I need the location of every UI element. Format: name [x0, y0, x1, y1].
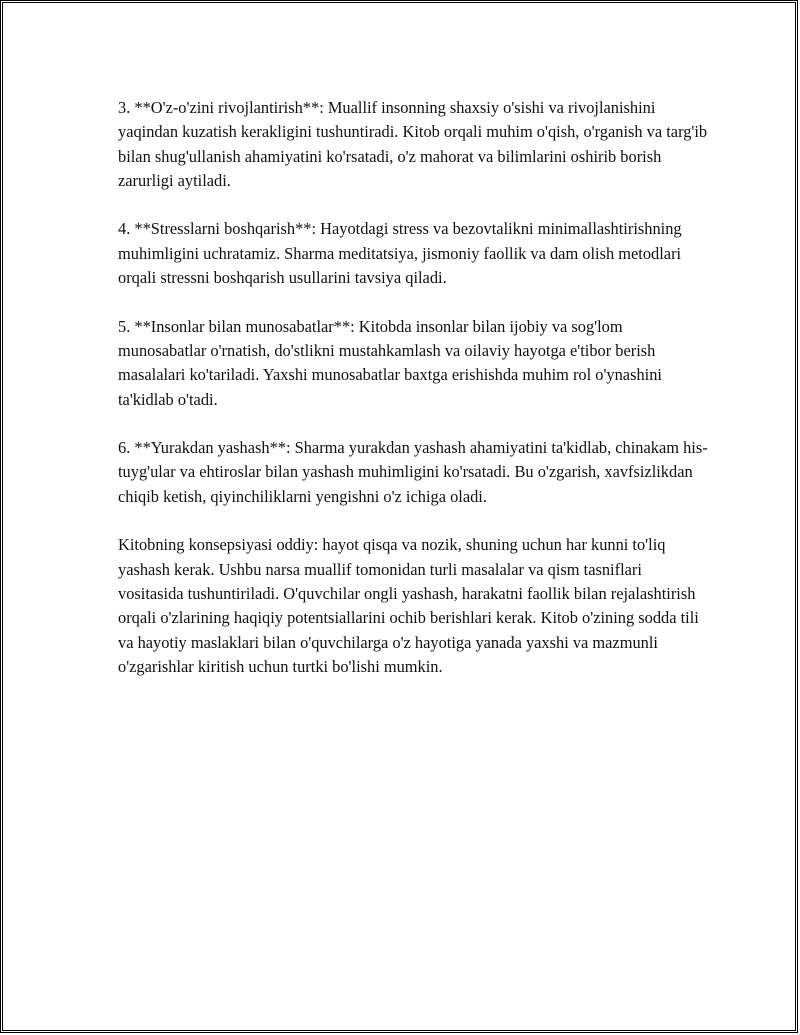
paragraph-relationships: 5. **Insonlar bilan munosabatlar**: Kitobda insonlar bilan ijobiy va sog'lom munosabatlar o'rnatish, do'stlikni mustahkamlash va oilaviy hayotga e'tibor berish masalalari ko'tariladi. Yaxshi munosabatlar baxtga erishishda muhim rol o'ynashini ta'kidlab o'tadi. [118, 316, 662, 409]
paragraph-conclusion: Kitobning konsepsiyasi oddiy: hayot qisqa va nozik, shuning uchun har kunni to'liq yashash kerak. Ushbu narsa muallif tomonidan turli masalalar va qism tasniflari vositasida tushuntiriladi. O'quvchilar ongli yashash, harakatni faollik bilan rejalashtirish orqali o'zlarining haqiqiy potentsiallarini ochib berishlari kerak. Kitob o'zining sodda tili va hayotiy maslaklari bilan o'quvchilarga o'z hayotiga yanada yaxshi va mazmunli o'zgarishlar kiritish uchun turtki bo'lishi mumkin. [118, 535, 699, 676]
document-body [118, 96, 708, 703]
paragraph-stress-management: 4. **Stresslarni boshqarish**: Hayotdagi stress va bezovtalikni minimallashtirishning muhimligini uchratamiz. Sharma meditatsiya, jismoniy faollik va dam olish metodlari orqali stressni boshqarish usullarini tavsiya qiladi. [118, 219, 682, 288]
document-page [2, 2, 796, 1031]
paragraph-living-from-heart: 6. **Yurakdan yashash**: Sharma yurakdan yashash ahamiyatini ta'kidlab, chinakam his-tuyg'ular va ehtiroslar bilan yashash muhimligini ko'rsatadi. Bu o'zgarish, xavfsizlikdan chiqib ketish, qiyinchiliklarni yengishni o'z ichiga oladi. [118, 438, 708, 506]
paragraph-self-development: 3. **O'z-o'zini rivojlantirish**: Muallif insonning shaxsiy o'sishi va rivojlanishini yaqindan kuzatish kerakligini tushuntiradi. Kitob orqali muhim o'qish, o'rganish va targ'ib bilan shug'ullanish ahamiyatini ko'rsatadi, o'z mahorat va bilimlarini oshirib borish zarurligi aytiladi. [118, 98, 708, 190]
